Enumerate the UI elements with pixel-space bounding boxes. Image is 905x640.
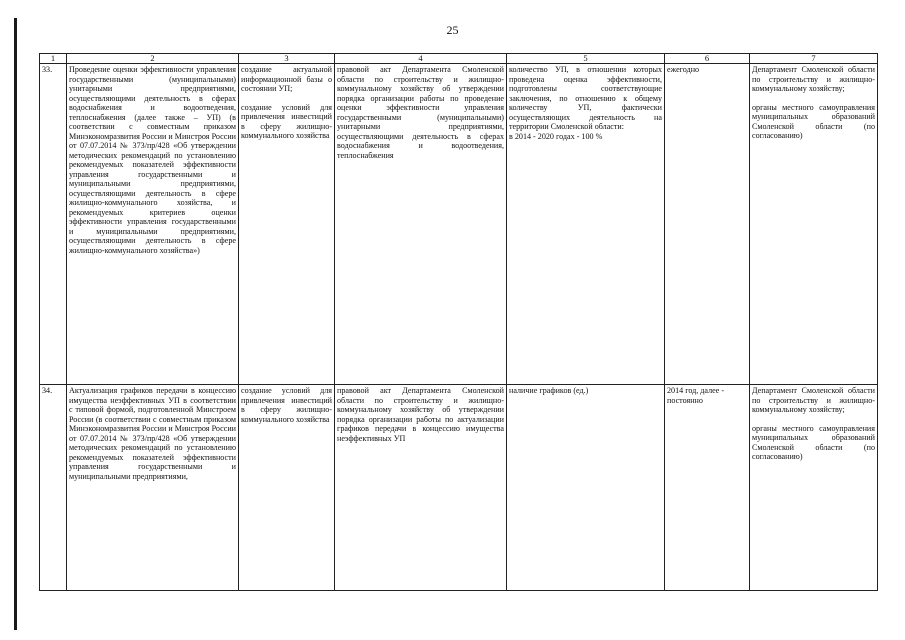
goal-cell	[239, 64, 335, 385]
column-header: 7	[750, 54, 878, 64]
goal-text: создание условий для привлечения инвестиций в сферу жилищно-коммунального хозяйства	[241, 386, 332, 424]
activity-basis-text: (в соответствии с совместным приказом Минэкономразвития России и Минстроя России от 07.07.2014 № 373/пр/428 «Об утверждении методических рекомендаций по установлению рекомендуемых показателей эффективности управления государственными и муниципальными предприятиями, осуществляющими деятельность в сфере жилищно-коммунального хозяйства, и рекомендуемых критериев оценки эффективности управления государственными и муниципальными предприятиями, осуществляющими деятельность в сфере жилищно-коммунального хозяйства»)	[69, 112, 236, 255]
row-number: 33.	[40, 64, 67, 385]
result-cell: правовой акт Департамента Смоленской области по строительству и жилищно-коммунальному хозяйству об утверждении порядка организации работы по актуализации графиков передачи в концессию имущества неэффективных УП	[335, 385, 507, 591]
responsible-text: Департамент Смоленской области по строительству и жилищно-коммунальному хозяйству;	[752, 386, 875, 414]
column-header: 1	[40, 54, 67, 64]
term-cell: 2014 год, далее - постоянно	[665, 385, 750, 591]
responsible-cell	[750, 64, 878, 385]
table-header-row	[40, 54, 878, 64]
indicator-cell	[507, 64, 665, 385]
responsible-cell	[750, 385, 878, 591]
column-header: 5	[507, 54, 665, 64]
indicator-cell	[507, 385, 665, 591]
responsible-text: Департамент Смоленской области по строительству и жилищно-коммунальному хозяйству;	[752, 65, 875, 93]
goal-cell	[239, 385, 335, 591]
page-number: 25	[446, 23, 459, 37]
responsible-text: органы местного самоуправления муниципальных образований Смоленской области (по согласованию)	[752, 102, 875, 140]
indicator-text: наличие графиков (ед.)	[509, 386, 589, 395]
responsible-text: органы местного самоуправления муниципальных образований Смоленской области (по согласованию)	[752, 423, 875, 461]
activity-cell	[67, 385, 239, 591]
column-header: 4	[335, 54, 507, 64]
table-row	[40, 64, 878, 385]
row-number: 34.	[40, 385, 67, 591]
column-header: 6	[665, 54, 750, 64]
activity-basis-text: (в соответствии с совместным приказом Минэкономразвития России и Минстроя России от 07.07.2014 № 373/пр/428 «Об утверждении методических рекомендаций по установлению рекомендуемых показателей эффективности управления государственными и муниципальными предприятиями,	[69, 414, 236, 481]
activity-cell	[67, 64, 239, 385]
measures-table	[39, 53, 878, 591]
column-header: 2	[67, 54, 239, 64]
goal-text: создание условий для привлечения инвестиций в сферу жилищно-коммунального хозяйства	[241, 102, 332, 140]
activity-text: Актуализация графиков передачи в концессию имущества неэффективных УП в соответствии с типовой формой, подготовленной Минстроем России	[69, 386, 236, 424]
result-cell: правовой акт Департамента Смоленской области по строительству и жилищно-коммунальному хозяйству об утверждении порядка организации работы по проведение оценки эффективности управления государственными (муниципальными) унитарными предприятиями, осуществляющими деятельность в сферах водоснабжения и водоотведения, теплоснабжения	[335, 64, 507, 385]
scan-edge-bar	[14, 18, 17, 630]
indicator-text: количество УП, в отношении которых проведена оценка эффективности, подготовлены соответствующие заключения, по отношению к общему количеству УП, фактически осуществляющих деятельность на территории Смоленской области:	[509, 65, 662, 131]
table-row	[40, 385, 878, 591]
term-cell: ежегодно	[665, 64, 750, 385]
activity-text: Проведение оценки эффективности управления государственными (муниципальными) унитарными предприятиями, осуществляющими деятельность в сферах водоснабжения и водоотведения, теплоснабжения (далее также – УП)	[69, 65, 236, 122]
column-header: 3	[239, 54, 335, 64]
indicator-value: в 2014 - 2020 годах - 100 %	[509, 131, 603, 141]
goal-text: создание актуальной информационной базы о состоянии УП;	[241, 65, 332, 93]
